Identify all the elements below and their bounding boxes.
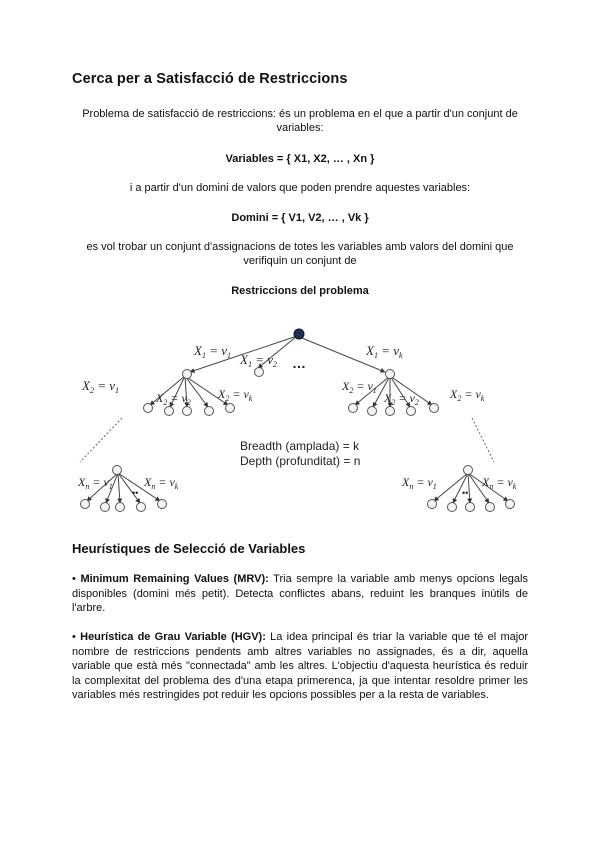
label-x2-vk-right: $X_2 = v_k$ <box>450 387 485 403</box>
domain-formula: Domini = { V1, V2, … , Vk } <box>231 212 369 224</box>
label-xn-v1-left: $X_n = v_1$ <box>78 475 113 491</box>
label-xn-vk-right: $X_n = v_k$ <box>482 475 517 491</box>
mrv-text: Tria sempre la variable amb menys opcions legals disponibles (domini més petit). Detecta conflictes abans, reduint les branques inútils de l'arbre. <box>72 573 528 615</box>
label-x2-v2-right: $X_2 = v_2$ <box>384 391 419 407</box>
bottom-right-dots: •• <box>462 488 469 498</box>
label-xn-vk-left: $X_n = v_k$ <box>144 475 179 491</box>
node-level1-right <box>386 370 395 379</box>
intro-text: Problema de satisfacció de restriccions: és un problema en el que a partir d'un conjunt de variables: <box>82 108 518 134</box>
node-level1-left <box>183 370 192 379</box>
node-level1-mid <box>255 368 264 377</box>
page-title: Cerca per a Satisfacció de Restriccions <box>72 71 348 87</box>
hgv-text: La idea principal és triar la variable que té el major nombre de restriccions pendents amb altres variables no assignades, és a dir, aquella variable que està més "connectada" amb les altres. L'objectiu d'aquesta heurística és reduir la complexitat del problema des d'una etapa primerenca, ja que intentar resoldre primer les variables més restringides pot reduir les opcions possibles per a la resta de variables. <box>72 631 528 702</box>
bottom-left-dots: •• <box>132 488 139 498</box>
search-tree-diagram <box>70 322 530 522</box>
hgv-paragraph <box>72 630 528 703</box>
breadth-label: Breadth (amplada) = k <box>240 439 360 453</box>
label-x1-vk: $X_1 = v_k$ <box>366 343 403 360</box>
restrictions-label: Restriccions del problema <box>231 285 369 297</box>
label-x2-v1-right: $X_2 = v_1$ <box>342 379 377 395</box>
mrv-bullet: • <box>72 573 81 585</box>
label-xn-v1-right: $X_n = v_1$ <box>402 475 437 491</box>
depth-label: Depth (profunditat) = n <box>240 454 361 468</box>
label-x2-vk-left: $X_2 = v_k$ <box>218 387 253 403</box>
variables-formula: Variables = { X1, X2, … , Xn } <box>225 153 375 165</box>
hgv-name: Heurística de Grau Variable (HGV): <box>80 631 266 643</box>
label-x1-v2: $X_1 = v_2$ <box>240 352 277 369</box>
mrv-paragraph <box>72 572 528 616</box>
label-x1-v1: $X_1 = v_1$ <box>194 343 231 360</box>
root-node <box>294 329 304 339</box>
goal-text: es vol trobar un conjunt d'assignacions de totes les variables amb valors del domini que verifiquin un conjunt de <box>86 241 514 267</box>
hgv-bullet: • <box>72 631 81 643</box>
mrv-name: Minimum Remaining Values (MRV): <box>80 573 269 585</box>
root-ellipsis: … <box>292 355 306 371</box>
domain-intro-text: i a partir d'un domini de valors que poden prendre aquestes variables: <box>129 182 471 194</box>
label-x2-v1-left: $X_2 = v_1$ <box>82 378 119 395</box>
heuristics-title: Heurístiques de Selecció de Variables <box>72 541 306 556</box>
label-x2-v2-left: $X_2 = v_2$ <box>156 391 191 407</box>
